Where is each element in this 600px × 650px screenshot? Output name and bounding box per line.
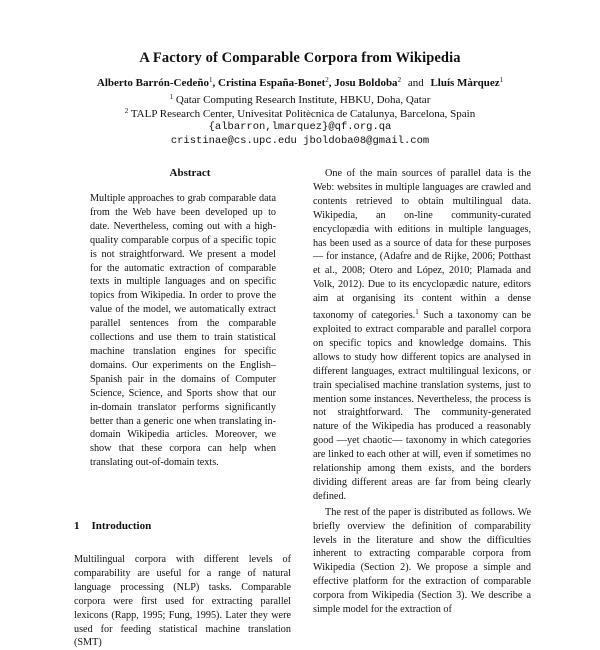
author-name: Josu Boldoba bbox=[334, 77, 398, 89]
intro-paragraph: Multilingual corpora with different levels of comparability are useful for a range of natural language processing (NLP) tasks. Comparable corpora were first used for extracting parallel lexicons (Rapp, 1995; Fung, 1995). Later they were used for feeding statistical machine translation (SMT) bbox=[74, 554, 291, 649]
author-name: Lluís Màrquez bbox=[430, 77, 500, 89]
author-conjunction: and bbox=[407, 77, 424, 89]
intro-right-column bbox=[313, 167, 531, 617]
section-number: 1 bbox=[74, 520, 80, 532]
email-line: {albarron,lmarquez}@qf.org.qa bbox=[208, 121, 392, 133]
author-affil-mark: 2 bbox=[397, 76, 402, 84]
intro-left-column bbox=[74, 553, 291, 650]
affiliation bbox=[0, 93, 600, 106]
author-name: Cristina España-Bonet bbox=[218, 77, 326, 89]
intro-paragraph: The rest of the paper is distributed as follows. We briefly overview the definition of comparability levels in the literature and show the difficulties inherent to extracting comparable corpora from Wikipedia (Section 2). We propose a simple and effective platform for the extraction of comparable corpora from Wikipedia (Section 3). We describe a simple model for the extraction of bbox=[313, 506, 531, 616]
author-affil-mark: 2 bbox=[325, 76, 329, 84]
footnote-mark: 1 bbox=[415, 308, 419, 317]
email-line: cristinae@cs.upc.edu jboldoba08@gmail.com bbox=[170, 135, 430, 147]
affiliation bbox=[0, 107, 600, 120]
affiliation-mark: 1 bbox=[169, 93, 174, 101]
intro-text: One of the main sources of parallel data is the Web: websites in multiple languages are crawled and contents retrieved to obtain multilingual data. Wikipedia, an on-line community-curated encyclopædia with editions in multiple languages, has been used as a source of data for these purposes — for instance, (Adafre and de Rijke, 2006; Potthast et al., 2008; Otero and López, 2010; Plamada and Volk, 2012). Due to its encyclopædic nature, editors aim at organising its content within a dense taxonomy of categories. bbox=[313, 168, 531, 322]
abstract-heading: Abstract bbox=[169, 167, 211, 179]
abstract-text: Multiple approaches to grab comparable data from the Web have been developed up to date. Nevertheless, coming out with a high-quality comparable corpus of a specific topic is not straightforward. We present a model for the automatic extraction of comparable texts in multiple languages and on specific topics from Wikipedia. In order to prove the value of the model, we automatically extract parallel sentences from the comparable collections and use them to train statistical machine translation engines for specific domains. Our experiments on the English–Spanish pair in the domains of Computer Science, Science, and Sports show that our in-domain translator performs significantly better than a generic one when translating in-domain Wikipedia articles. Moreover, we show that these corpora can help when translating out-of-domain texts. bbox=[90, 193, 276, 469]
paper-title: A Factory of Comparable Corpora from Wikipedia bbox=[139, 50, 461, 66]
affiliation-mark: 2 bbox=[124, 107, 129, 115]
affiliation-text: TALP Research Center, Univesitat Politècnica de Catalunya, Barcelona, Spain bbox=[130, 108, 476, 120]
author-affil-mark: 1 bbox=[499, 76, 504, 84]
section-heading bbox=[74, 520, 151, 532]
section-title: Introduction bbox=[91, 520, 152, 532]
affiliation-text: Qatar Computing Research Institute, HBKU, Doha, Qatar bbox=[175, 94, 431, 106]
intro-text: Such a taxonomy can be exploited to extract comparable and parallel corpora on specific topics and knowledge domains. This allows to study how different topics are analysed in different languages, extract multilingual lexicons, or train specialised machine translation systems, just to mention some instances. Nevertheless, the process is not straightforward. The community-generated nature of the Wikipedia has produced a reasonably good —yet chaotic— taxonomy in which categories are linked to each other at will, even if sometimes no relationship among them exists, and the borders dividing different areas are far from being clearly defined. bbox=[313, 310, 531, 502]
author-list: Alberto Barrón-Cedeño$^1$, Cristina España-Bonet$^2$, Josu Boldoba$^2$ and Lluís Màrquez$^1$ bbox=[96, 76, 504, 89]
author-name: Alberto Barrón-Cedeño bbox=[96, 77, 209, 89]
abstract-body bbox=[90, 192, 276, 470]
author-affil-mark: 1 bbox=[209, 76, 213, 84]
intro-paragraph bbox=[313, 167, 531, 504]
